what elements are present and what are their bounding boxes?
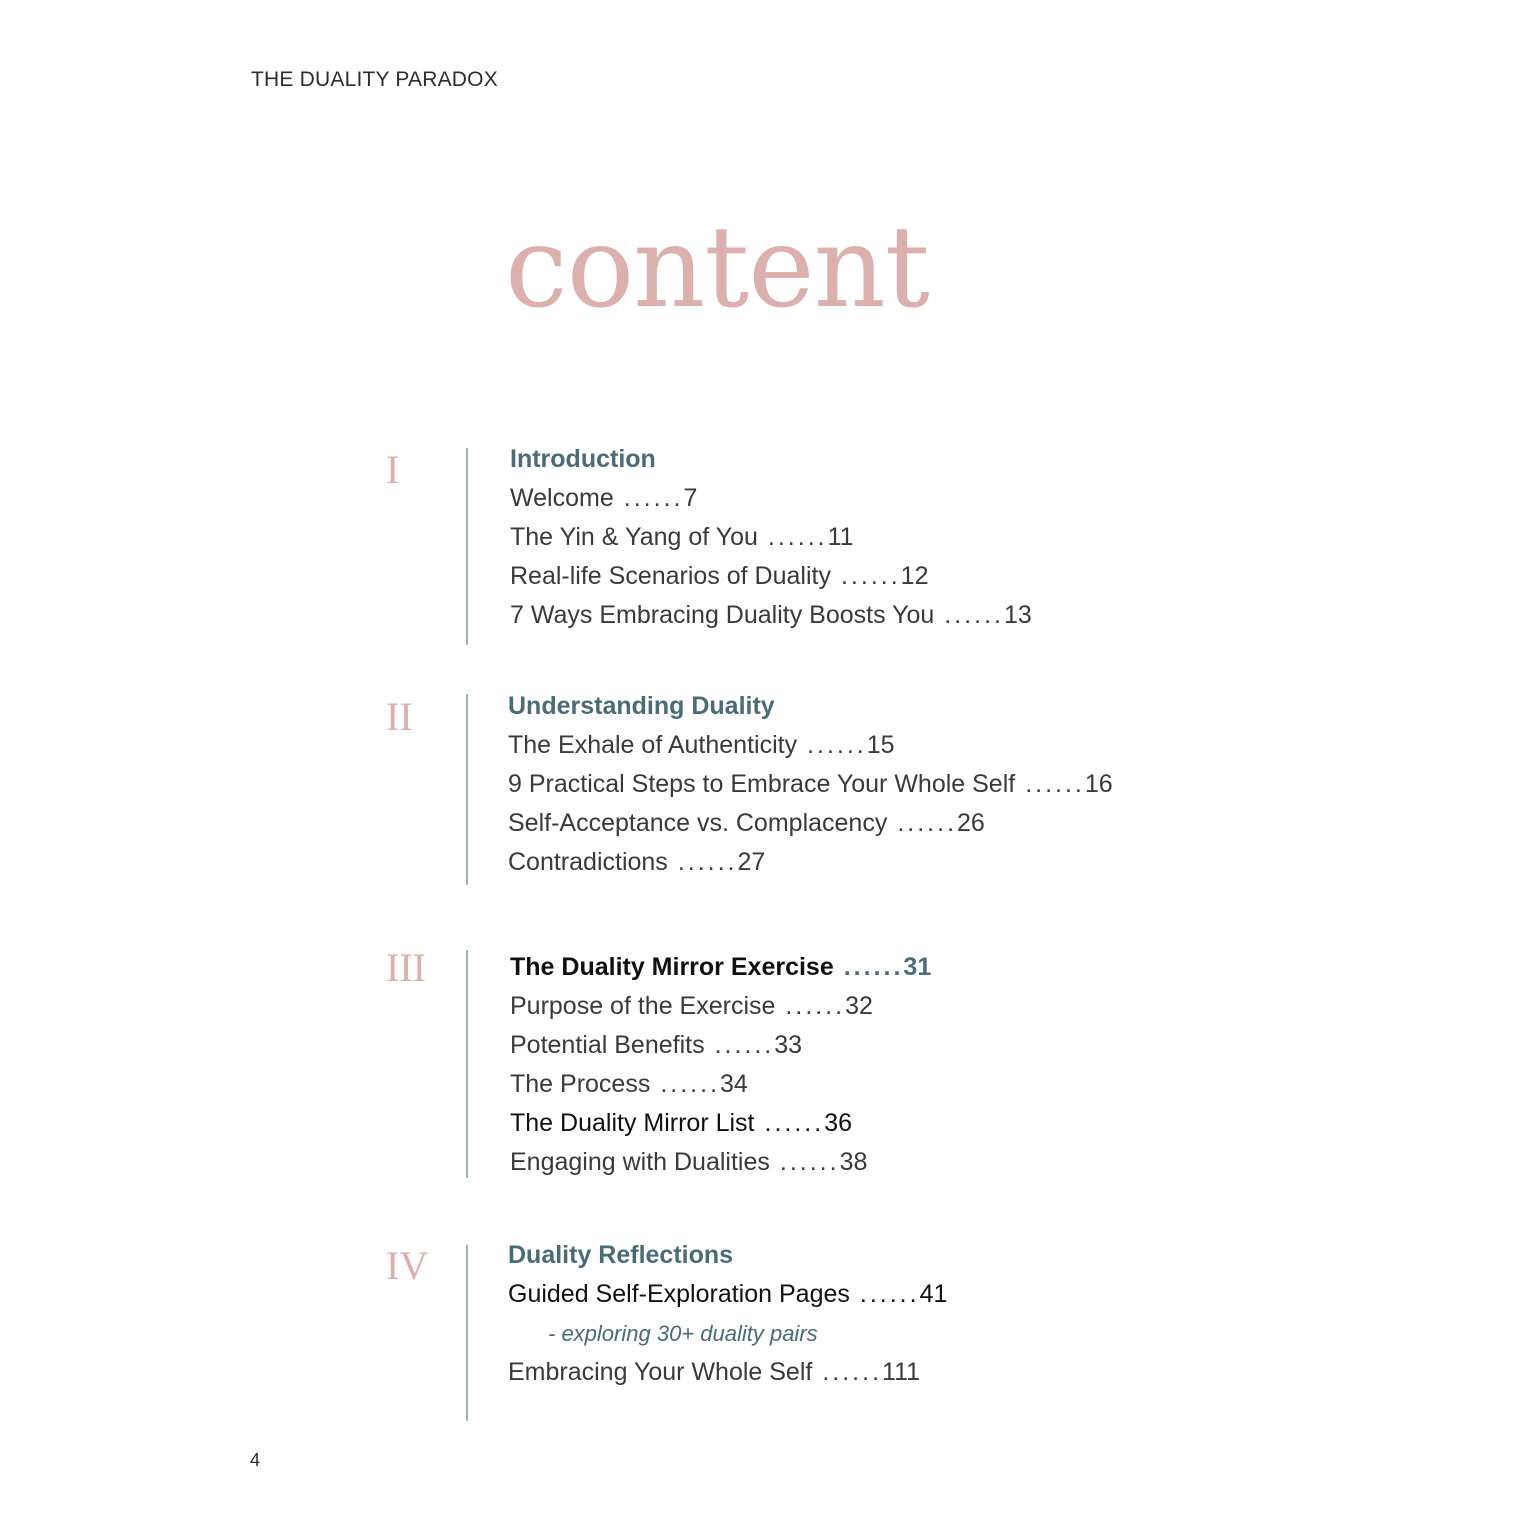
dot-leader: ...... — [779, 1148, 840, 1176]
section-numeral: III — [386, 945, 426, 990]
section-divider — [466, 950, 468, 1178]
entry-page: 41 — [919, 1280, 948, 1308]
entry-page: 34 — [720, 1070, 748, 1098]
toc-entry[interactable] — [510, 518, 1032, 557]
entry-title: Engaging with Dualities — [510, 1148, 770, 1176]
dot-leader: ...... — [944, 601, 1004, 629]
dot-leader: ...... — [677, 848, 738, 876]
section-divider — [466, 1245, 468, 1421]
entry-title: Embracing Your Whole Self — [508, 1358, 813, 1386]
toc-entry[interactable] — [508, 843, 1113, 882]
toc-entry[interactable] — [510, 1143, 931, 1182]
dot-leader: ...... — [1025, 770, 1085, 798]
entry-page: 12 — [900, 562, 929, 590]
toc-entry[interactable] — [510, 1026, 931, 1065]
dot-leader: ...... — [822, 1358, 883, 1386]
entry-title: The Duality Mirror List — [510, 1109, 755, 1137]
entry-page: 26 — [957, 809, 985, 837]
entry-page: 27 — [737, 848, 766, 876]
dot-leader: ...... — [859, 1280, 920, 1308]
dot-leader: ...... — [843, 953, 904, 981]
dot-leader: ...... — [764, 1109, 825, 1137]
toc-entry[interactable] — [508, 726, 1113, 765]
entry-title: Contradictions — [508, 848, 668, 876]
entry-title: 7 Ways Embracing Duality Boosts You — [510, 601, 935, 629]
entry-page: 33 — [774, 1031, 803, 1059]
entry-page: 36 — [824, 1109, 852, 1137]
dot-leader: ...... — [807, 731, 867, 759]
toc-entry[interactable] — [510, 1104, 931, 1143]
toc-entry[interactable] — [508, 765, 1113, 804]
toc-entry-heading[interactable] — [510, 948, 931, 987]
section-entries — [508, 1236, 947, 1392]
toc-entry[interactable] — [510, 987, 931, 1026]
entry-title: The Process — [510, 1070, 651, 1098]
entry-title: The Exhale of Authenticity — [508, 731, 798, 759]
dot-leader: ...... — [714, 1031, 775, 1059]
entry-title: Purpose of the Exercise — [510, 992, 776, 1020]
section-entries — [510, 440, 1032, 635]
toc-entry[interactable] — [510, 1065, 931, 1104]
toc-entry[interactable] — [508, 1275, 947, 1314]
entry-page: 11 — [827, 523, 854, 551]
section-heading[interactable]: Understanding Duality — [508, 692, 775, 720]
section-heading[interactable]: Introduction — [510, 445, 656, 473]
dot-leader: ...... — [660, 1070, 721, 1098]
entry-title: The Yin & Yang of You — [510, 523, 758, 551]
entry-page: 38 — [839, 1148, 868, 1176]
entry-title: Real-life Scenarios of Duality — [510, 562, 831, 590]
section-divider — [466, 448, 468, 645]
toc-entry[interactable] — [510, 596, 1032, 635]
toc-entry[interactable] — [510, 479, 1032, 518]
section-heading[interactable]: Duality Reflections — [508, 1241, 734, 1269]
dot-leader: ...... — [897, 809, 958, 837]
entry-page: 15 — [866, 731, 895, 759]
entry-title: 9 Practical Steps to Embrace Your Whole Self — [508, 770, 1016, 798]
entry-page: 32 — [845, 992, 873, 1020]
section-heading: The Duality Mirror Exercise — [510, 953, 834, 981]
dot-leader: ...... — [840, 562, 901, 590]
entry-page: 111 — [882, 1358, 921, 1386]
toc-entry[interactable] — [510, 557, 1032, 596]
toc-entry[interactable] — [508, 1353, 947, 1392]
entry-title: Self-Acceptance vs. Complacency — [508, 809, 888, 837]
page-title: content — [505, 203, 929, 333]
entry-title: Potential Benefits — [510, 1031, 705, 1059]
entry-title: Guided Self-Exploration Pages — [508, 1280, 850, 1308]
running-head: THE DUALITY PARADOX — [251, 68, 498, 91]
entry-page: 7 — [683, 484, 698, 512]
section-numeral: I — [386, 447, 400, 492]
section-entries — [508, 687, 1113, 882]
entry-page: 13 — [1003, 601, 1032, 629]
page-number: 4 — [250, 1450, 261, 1470]
section-numeral: II — [386, 694, 413, 739]
dot-leader: ...... — [785, 992, 846, 1020]
section-numeral: IV — [386, 1243, 429, 1288]
entry-page: 31 — [903, 953, 932, 981]
entry-page: 16 — [1084, 770, 1113, 798]
toc-entry[interactable] — [508, 804, 1113, 843]
dot-leader: ...... — [623, 484, 684, 512]
entry-subnote: - exploring 30+ duality pairs — [548, 1321, 818, 1346]
section-entries — [510, 948, 931, 1182]
dot-leader: ...... — [767, 523, 828, 551]
entry-title: Welcome — [510, 484, 614, 512]
section-divider — [466, 694, 468, 885]
